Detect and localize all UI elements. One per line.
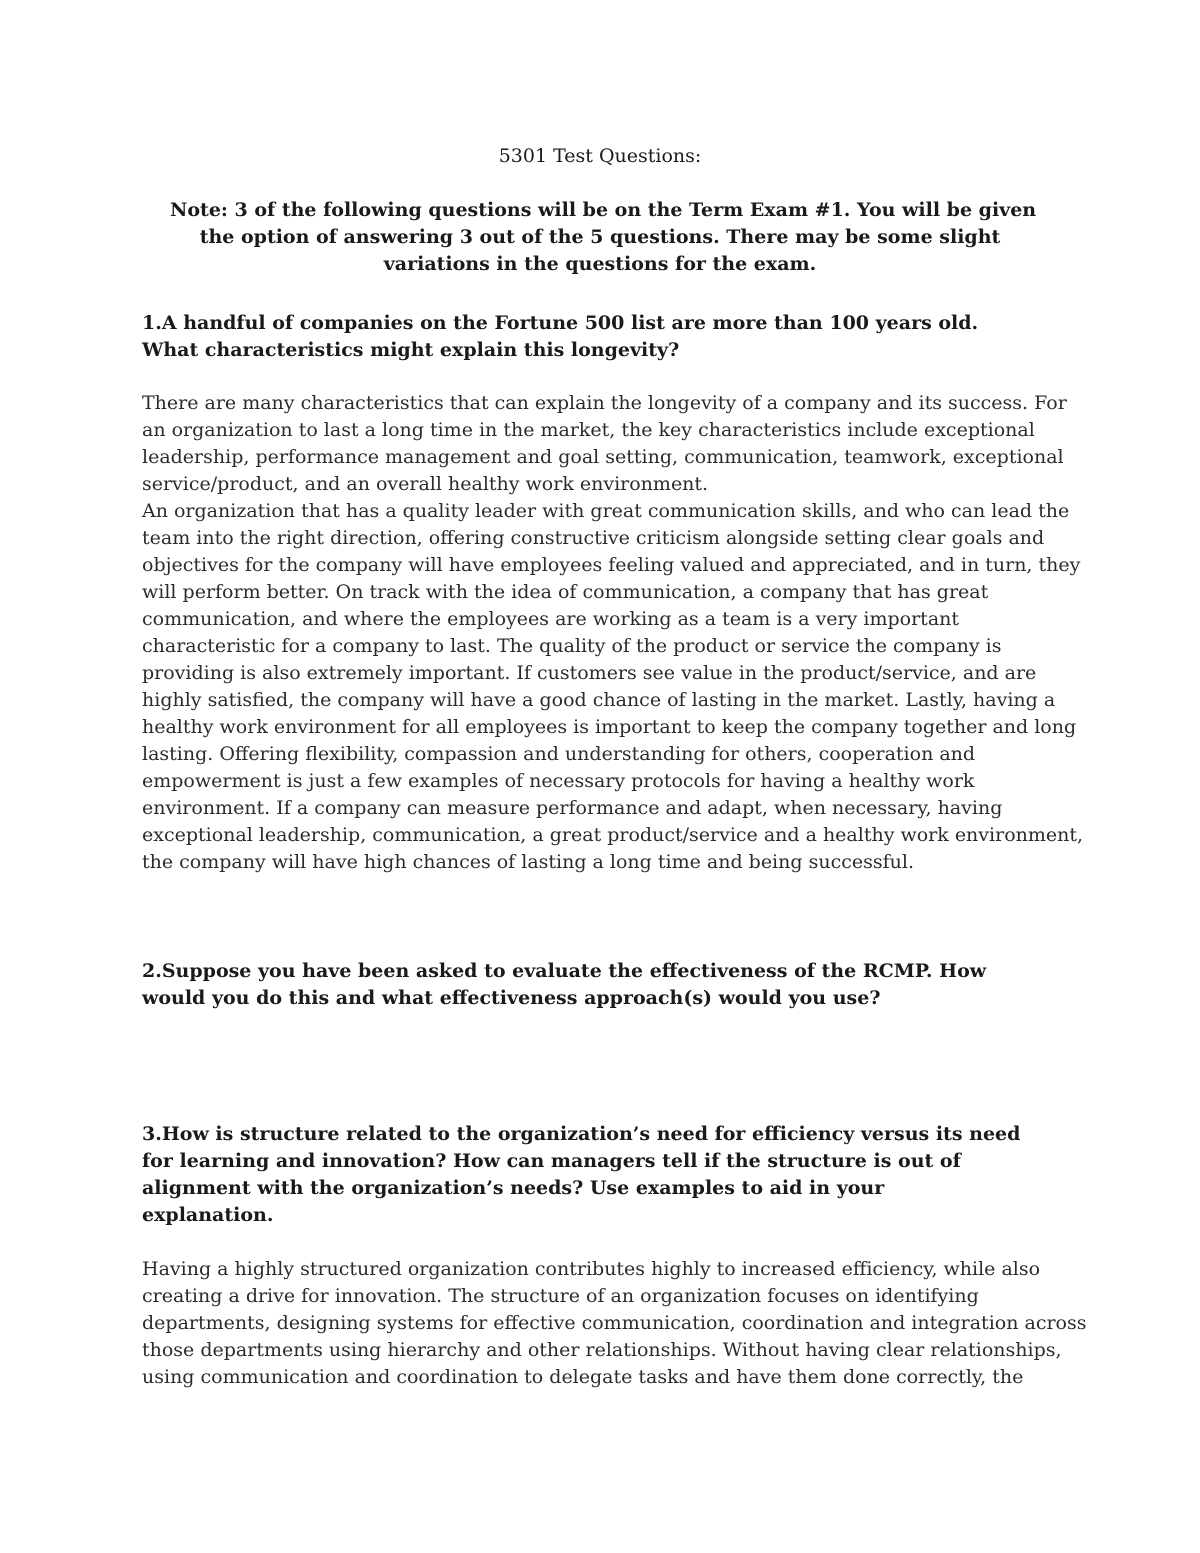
question-line: would you do this and what effectiveness approach(s) would you use? [142, 987, 881, 1009]
question-line: What characteristics might explain this longevity? [142, 339, 680, 361]
answer-line: the company will have high chances of lasting a long time and being successful. [142, 851, 914, 873]
answer-line: leadership, performance management and goal setting, communication, teamwork, exceptional [142, 446, 1064, 468]
answer-line: those departments using hierarchy and other relationships. Without having clear relationships, [142, 1339, 1062, 1361]
note-line: the option of answering 3 out of the 5 questions. There may be some slight [199, 226, 1001, 248]
question-line: explanation. [142, 1204, 274, 1226]
answer-line: characteristic for a company to last. The quality of the product or service the company is [142, 635, 1002, 657]
answer-line: team into the right direction, offering constructive criticism alongside setting clear goals and [142, 527, 1045, 549]
answer-line: lasting. Offering flexibility, compassion and understanding for others, cooperation and [142, 743, 976, 765]
answer-line: highly satisfied, the company will have a good chance of lasting in the market. Lastly, having a [142, 689, 1056, 711]
answer-line: using communication and coordination to delegate tasks and have them done correctly, the [142, 1366, 1024, 1388]
answer-line: service/product, and an overall healthy work environment. [142, 473, 709, 495]
answer-line: an organization to last a long time in the market, the key characteristics include exceptional [142, 419, 1035, 441]
question-line: 1.A handful of companies on the Fortune 500 list are more than 100 years old. [142, 312, 979, 334]
note-line: Note: 3 of the following questions will be on the Term Exam #1. You will be given [170, 199, 1037, 221]
question-line: 2.Suppose you have been asked to evaluate the effectiveness of the RCMP. How [142, 960, 987, 982]
answer-line: empowerment is just a few examples of necessary protocols for having a healthy work [142, 770, 975, 792]
answer-1 [142, 390, 1084, 876]
question-line: alignment with the organization’s needs? Use examples to aid in your [142, 1177, 885, 1199]
question-1 [142, 310, 978, 364]
answer-line: healthy work environment for all employees is important to keep the company together and long [142, 716, 1077, 738]
note-line: variations in the questions for the exam. [383, 253, 817, 275]
answer-line: will perform better. On track with the idea of communication, a company that has great [142, 581, 989, 603]
question-line: 3.How is structure related to the organization’s need for efficiency versus its need [142, 1123, 1021, 1145]
answer-line: creating a drive for innovation. The structure of an organization focuses on identifying [142, 1285, 979, 1307]
answer-line: There are many characteristics that can explain the longevity of a company and its success. For [142, 392, 1067, 414]
question-3 [142, 1121, 1020, 1229]
document-title: 5301 Test Questions: [498, 145, 702, 167]
answer-line: Having a highly structured organization contributes highly to increased efficiency, while also [142, 1258, 1041, 1280]
answer-line: providing is also extremely important. If customers see value in the product/service, and are [142, 662, 1037, 684]
question-2 [142, 958, 986, 1012]
answer-line: exceptional leadership, communication, a great product/service and a healthy work environment, [142, 824, 1084, 846]
answer-line: communication, and where the employees are working as a team is a very important [142, 608, 960, 630]
answer-line: An organization that has a quality leader with great communication skills, and who can lead the [142, 500, 1070, 522]
answer-line: environment. If a company can measure performance and adapt, when necessary, having [142, 797, 1003, 819]
answer-line: departments, designing systems for effective communication, coordination and integration across [142, 1312, 1087, 1334]
answer-3 [142, 1256, 1087, 1391]
answer-line: objectives for the company will have employees feeling valued and appreciated, and in turn, they [142, 554, 1081, 576]
question-line: for learning and innovation? How can managers tell if the structure is out of [142, 1150, 961, 1172]
exam-note [170, 197, 1037, 278]
